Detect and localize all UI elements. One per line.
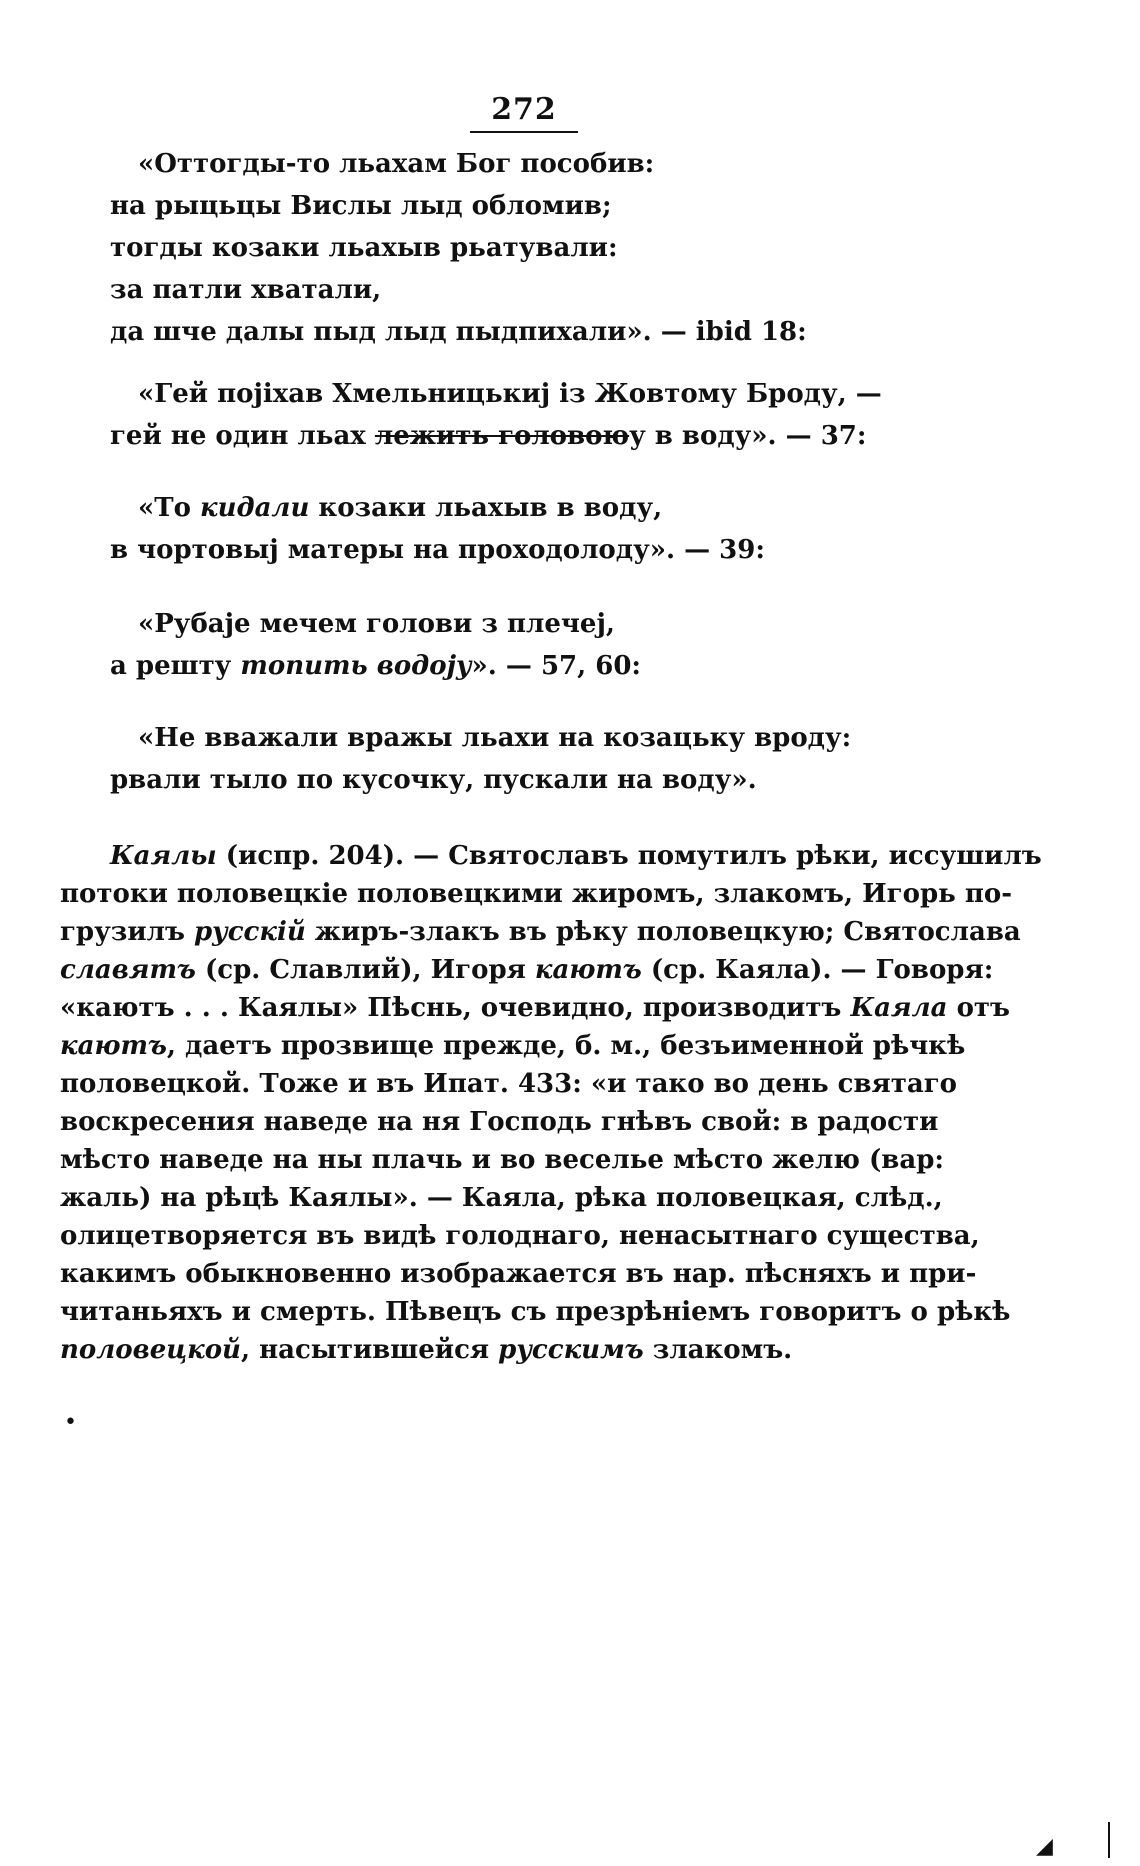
- commentary-line-3: [60, 916, 1021, 948]
- commentary-line-8: воскресения наведе на ня Господь гнѣвъ свой: в радости: [60, 1107, 939, 1137]
- commentary-line-3-post: жиръ-злакъ въ рѣку половецкую; Святослава: [305, 917, 1021, 947]
- commentary-line-4: [60, 954, 993, 986]
- poem-2-struck-words: лежить головою: [374, 421, 630, 451]
- commentary-line-4-mid: (ср. Славлий), Игоря: [195, 955, 535, 985]
- poem-4-italic-words: топить водоју: [240, 651, 472, 681]
- commentary-italic-russkim: русскимъ: [498, 1335, 644, 1365]
- poem-1-line-4: за патли хватали,: [110, 275, 382, 305]
- poem-4-line-2: [110, 650, 641, 682]
- dot-mark: •: [64, 1410, 77, 1435]
- poem-2-line-2-pre: гей не один льах: [110, 421, 375, 451]
- commentary-line-10: жаль) на рѣцѣ Каялы». — Каяла, рѣка половецкая, слѣд.,: [60, 1183, 943, 1213]
- arrow-mark-icon: ◢: [1036, 1834, 1053, 1859]
- poem-1-line-1: «Оттогды-то льахам Бог пособив:: [138, 149, 655, 179]
- poem-5-line-1: «Не вважали вражы льахи на козацьку вроду:: [138, 723, 852, 753]
- poem-3-italic-word: кидали: [200, 493, 310, 523]
- commentary-term-kayaly: Каялы: [110, 841, 217, 871]
- poem-3-line-1-post: козаки льахыв в воду,: [309, 493, 663, 523]
- poem-1-line-5: да шче далы пыд лыд пыдпихали». — ibid 18:: [110, 317, 807, 347]
- poem-2-line-1: «Гей појіхав Хмельницькиј із Жовтому Броду, —: [138, 379, 882, 409]
- poem-4-line-2-pre: а решту: [110, 651, 241, 681]
- commentary-line-11: олицетворяется въ видѣ голоднаго, ненасытнаго существа,: [60, 1221, 980, 1251]
- commentary-line-14: [60, 1334, 792, 1366]
- commentary-line-14-mid: , насытившейся: [240, 1335, 499, 1365]
- poem-2-line-2: [110, 420, 867, 452]
- commentary-line-2: потоки половецкіе половецкими жиромъ, злакомъ, Игорь по-: [60, 879, 1012, 909]
- poem-2-line-2-post: у в воду». — 37:: [629, 421, 867, 451]
- commentary-italic-kayut-2: каютъ: [60, 1031, 167, 1061]
- commentary-line-5-post: отъ: [947, 993, 1010, 1023]
- page-number: 272: [470, 92, 578, 133]
- commentary-line-4-post: (ср. Каяла). — Говоря:: [641, 955, 994, 985]
- commentary-line-14-post: злакомъ.: [643, 1335, 793, 1365]
- poem-3-line-1: [138, 492, 662, 524]
- poem-1-line-2: на рыцьцы Вислы лыд обломив;: [110, 191, 612, 221]
- commentary-line-1-rest: (испр. 204). — Святославъ помутилъ рѣки, иссушилъ: [216, 841, 1042, 871]
- poem-3-line-2: в чортовыј матеры на проходолоду». — 39:: [110, 535, 765, 565]
- commentary-line-5-pre: «каютъ . . . Каялы» Пѣснь, очевидно, производитъ: [60, 993, 851, 1023]
- commentary-italic-russkiy: русскій: [193, 917, 306, 947]
- edge-bar: [1108, 1822, 1110, 1858]
- commentary-line-12: какимъ обыкновенно изображается въ нар. пѣсняхъ и при-: [60, 1259, 977, 1289]
- poem-4-line-2-post: ». — 57, 60:: [471, 651, 642, 681]
- poem-1-line-3: тогды козаки льахыв рьатували:: [110, 233, 618, 263]
- commentary-line-5: [60, 992, 1010, 1024]
- commentary-line-6: [60, 1030, 965, 1062]
- poem-3-line-1-pre: «То: [138, 493, 200, 523]
- commentary-italic-kayala: Каяла: [850, 993, 948, 1023]
- commentary-line-7: половецкой. Тоже и въ Ипат. 433: «и тако во день святаго: [60, 1069, 957, 1099]
- poem-5-line-2: рвали тыло по кусочку, пускали на воду».: [110, 765, 757, 795]
- commentary-italic-kayut: каютъ: [534, 955, 642, 985]
- commentary-italic-slavyat: славятъ: [60, 955, 196, 985]
- commentary-italic-polovetskoy: половецкой: [60, 1335, 241, 1365]
- commentary-line-9: мѣсто наведе на ны плачь и во веселье мѣсто желю (вар:: [60, 1145, 944, 1175]
- commentary-line-13: читаньяхъ и смерть. Пѣвецъ съ презрѣніемъ говоритъ о рѣкѣ: [60, 1297, 1011, 1327]
- poem-4-line-1: «Рубаје мечем голови з плечеј,: [138, 609, 615, 639]
- commentary-line-1: [110, 840, 1042, 872]
- commentary-line-3-pre: грузилъ: [60, 917, 194, 947]
- commentary-line-6-post: , даетъ прозвище прежде, б. м., безъименной рѣчкѣ: [166, 1031, 966, 1061]
